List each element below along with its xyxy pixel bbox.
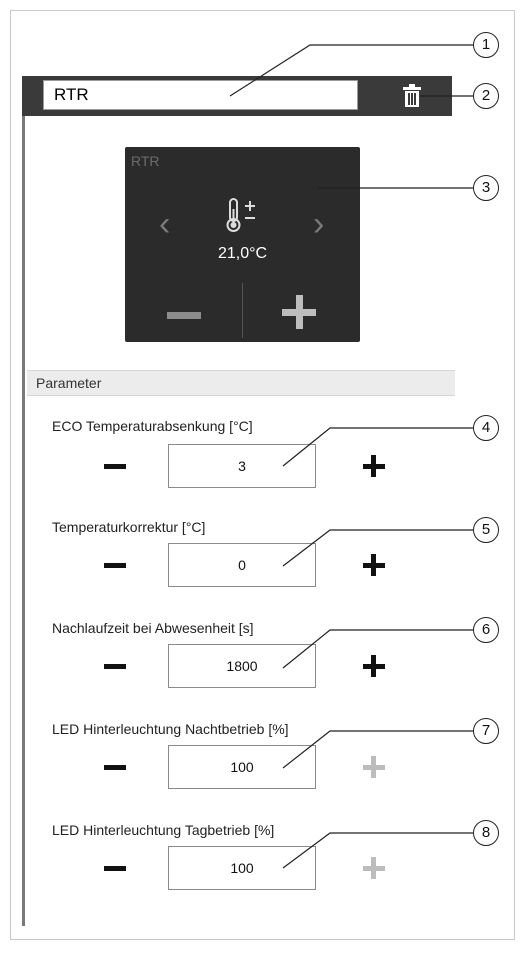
callout-3: 3 <box>473 175 499 201</box>
eco-label: ECO Temperaturabsenkung [°C] <box>52 418 253 434</box>
callout-6: 6 <box>473 617 499 643</box>
callout-2: 2 <box>473 83 499 109</box>
parameter-section-label: Parameter <box>36 375 102 391</box>
callout-1: 1 <box>473 32 499 58</box>
temperature-correction-value-field[interactable]: 0 <box>168 543 316 587</box>
led-day-value-field[interactable]: 100 <box>168 846 316 890</box>
chevron-left-icon[interactable]: ‹ <box>159 205 171 243</box>
callout-5: 5 <box>473 517 499 543</box>
temperature-correction-label: Temperaturkorrektur [°C] <box>52 519 206 535</box>
temperature-readout: 21,0°C <box>217 245 268 262</box>
led-night-label: LED Hinterleuchtung Nachtbetrieb [%] <box>52 721 289 737</box>
led-day-label: LED Hinterleuchtung Tagbetrieb [%] <box>52 822 275 838</box>
absence-delay-value-field[interactable]: 1800 <box>168 644 316 688</box>
callout-4: 4 <box>473 415 499 441</box>
callout-7: 7 <box>473 718 499 744</box>
led-night-value-field[interactable]: 100 <box>168 745 316 789</box>
callout-8: 8 <box>473 820 499 846</box>
tile-title: RTR <box>131 153 160 169</box>
chevron-right-icon[interactable]: › <box>313 205 325 243</box>
eco-value-field[interactable]: 3 <box>168 444 316 488</box>
absence-delay-label: Nachlaufzeit bei Abwesenheit [s] <box>52 620 254 636</box>
